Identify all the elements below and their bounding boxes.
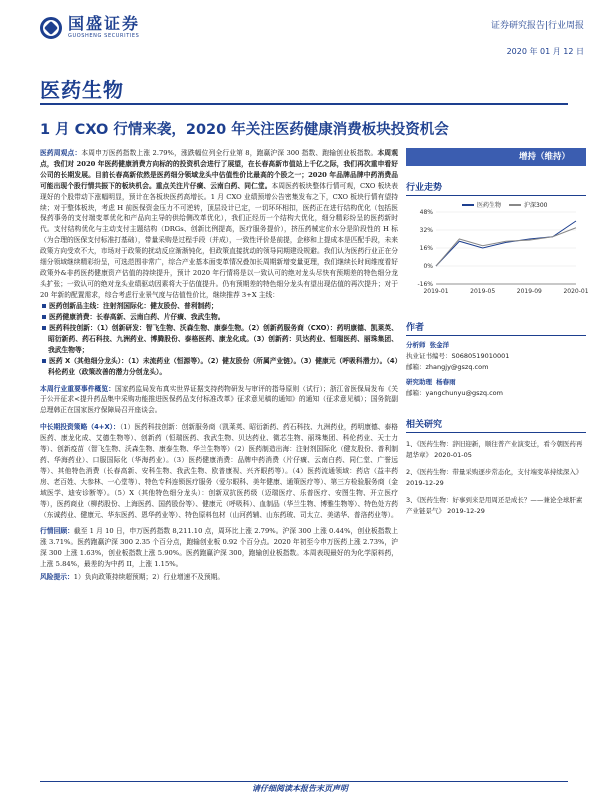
paragraph-events [40,384,398,417]
author-2: 研究助理 杨春雨 [406,378,456,386]
related-report-link[interactable]: 2、《医药生物：带量采购逐步常态化，支付端变革持续深入》 2019-12-29 [406,468,583,487]
paragraph-weekly-view [40,148,398,301]
logo-mark-icon [40,17,62,39]
list-item: 医药 X（其他细分龙头）：（1）未流药业（恒源等）。（2）健友股份（所属产业链）。（3）健康元（呼吸科潜力）。（4）科伦药业（政策改善的潜力分创龙头）。 [40,356,398,378]
weekly-view-detail: 本周医药板块整体行情可观，CXO 板块表现好的个股带动下涨幅明显，预计在各板块医药高增长。1 月 CXO 业绩预增公告密集发布之下，CXO 板块行情有望持续；对于整体板块，考虑 H 前医保资金压力不可逆转，顶层设计已定，一切环环相扣，医药正在进行结构优化（包括医保药事务的支付端变革优化和产品向主导的供给侧改革优化），我们正经历一个结构大优化，细分精彩纷呈的医药新时代。支付结构优化与主动支付主题结构（DRGs、创新比例提高，医疗服务提价），挤压药械定价水分是阶段性的 H 标（为合理的医保支付标准打基础），带量采购是过程手段（并成），一致性评价是前提，企移和上提成本是匹配手段，未来政策方向受欢不大，市场对于政策的扰动反应渐渐钝化，但政策直接扰动的领导同期建设规避。我们认为医药行业正在分细分领域继续精彩纷呈，可选范围非常广，综合产业基本面变革情况叠加长周期新增变量更理，我们继续长时间维度看好政策外&非药医药健康资产估值的持续提升，预计 2020 年行情将是以一致认可的绝对龙头尽快有预期差的特色细分龙头扩张；一致认可的绝对龙头业绩驱动因素将大于估值提升。仍有预期差的特色细分龙头有望出现估值的再次提升；对于 20 年新的配置需求，综合考虑行业景气度与估值性价比，继续推荐 3+X 主线： [40,181,398,299]
trend-heading: 行业走势 [406,180,586,196]
lead-market-review: 行情回顾： [40,527,74,536]
series-line [436,228,576,266]
weekly-view-focus: 本周观点，我们对 2020 年医药健康消费方向标的的投资机会进行了展望，在长春高新市值站上千亿之际，我们再次重申看好公司的长期发展。目前长春高新依然是医药细分领域龙头中估值性价比最高的个股之一；2020 年品牌品牌中药消费品可能出现个股行情共振下的板块机会。重点关注片仔癀、云南白药、同仁堂。 [40,149,398,190]
series-line [436,221,576,266]
lead-weekly-view: 医药周观点： [40,149,82,157]
divider [40,103,568,105]
author-heading: 作者 [406,320,586,336]
trend-chart-svg [406,200,589,300]
y-tick-label: 32% [419,227,433,234]
sidebar [406,148,589,517]
legend-item: 沪深300 [509,200,547,209]
y-tick-label: 0% [423,263,433,270]
y-tick-label: 16% [419,245,433,252]
lead-strategy: 中长期投资策略（4+X）： [40,423,120,432]
logo [40,16,140,39]
list-item: 医药健康消费：长春高新、云南白药、片仔癀、我武生物。 [40,312,398,323]
footer-divider [40,781,568,782]
author-1-email[interactable]: 邮箱：zhangjy@gszq.com [406,363,489,371]
paragraph-market-review [40,526,398,570]
market-review-text: 截至 1 月 10 日，申万医药指数 8,211.10 点，周环比上涨 2.79%。沪深 300 上涨 0.44%，创业板指数上涨 3.71%。医药跑赢沪深 300 2.35 个百分点，跑输创业板 0.92 个百分点。2020 年初至今申万医药上涨 2.73%，沪深 300 上涨 1.63%，创业板指数上涨 5.90%。医药跑赢沪深 300，跑输创业板指数。本周表现最好的为化学原料药，上涨 5.84%，最差的为中药 II，上涨 1.15%。 [40,527,398,569]
related-report-link[interactable]: 3、《医药生物：好事到来是用周还是成长？——兼论全球肝素产业链景气》 2019-12-29 [406,496,583,515]
weekly-view-intro: 本周申万医药指数上涨 2.79%，涨跌幅位列全行业第 8，跑赢沪深 300 指数、跑输创业板指数。 [81,149,378,157]
rating-badge: 增持（维持） [406,148,586,166]
x-tick-label: 2019-01 [423,288,449,295]
list-item: 医药科技创新：（1）创新研发：智飞生物、沃森生物、康泰生物。（2）创新药服务商（CXO）：药明康德、凯莱英、昭衍新药、药石科技、九洲药业、博腾股份、泰格医药、康龙化成。（3）创新药：贝达药业、恒瑞医药、丽珠集团、我武生物等； [40,323,398,356]
sector-title: 医药生物 [40,78,124,102]
y-tick-label: -16% [417,281,433,288]
report-header [0,0,600,56]
bullet-icon [42,315,46,319]
x-tick-label: 2020-01 [563,288,589,295]
related-report-link[interactable]: 1、《医药生物：辞旧迎新，顺往普产业演变迁，看今朝医药再超华章》 2020-01-05 [406,440,583,459]
report-type: 证券研究报告|行业周报 [490,21,584,31]
bullet-icon [42,326,46,330]
report-body [40,148,398,583]
strategy-text: （1）医药科技创新：创新服务商（凯莱英、昭衍新药、药石科技、九洲药业，药明康德、泰格医药、康龙化成、艾德生物等）、创新药（恒瑞医药、我武生物、贝达药业、微芯生物、丽珠集团、科伦药业、天士力等）、创新疫苗（智飞生物、沃森生物、康泰生物、华兰生物等）（2）医药制造出海：注射剂国际化（健友股份、普利制药、华海药业）、口服国际化（华海药业）。（3）医药健康消费：品牌中药消费（片仔癀、云南白药、同仁堂、广誉远等）、其他特色消费（长春高新、安科生物、我武生物、欧普康视、兴齐眼药等）。（4）医药流通领域：药店（益丰药房、老百姓、大参林、一心堂等）、特色专科连锁医疗服务（爱尔眼科、美年健康、通策医疗等）、第三方检验服务商（金域医学、迪安诊断等）。（5）X（其他特色细分龙头）：创新双抗医药级（迈瑞医疗、乐普医疗、安图生物、开立医疗等），医药商业（柳药股份、上海医药、国药股份等）、健康元（呼吸科）、血制品（华兰生物、博雅生物等）、特色处方药（东诚药业、健康元、华东医药、恩华药业等）、特色原料包材（山河药辅、山东药玻、司太立、美诺华、普洛药业等）。 [40,423,398,519]
lead-events: 本周行业重要事件概览： [40,384,116,393]
author-1-cert: 执业证书编号：S0680519010001 [406,352,510,360]
x-tick-label: 2019-09 [516,288,542,295]
bullet-icon [42,359,46,363]
legend-item: 医药生物 [462,200,501,209]
lead-risk: 风险提示： [40,573,74,582]
footer-disclaimer: 请仔细阅读本报告末页声明 [252,784,348,793]
paragraph-risk [40,572,398,583]
risk-text: 1）负向政策持续超预期；2）行业增速不及预期。 [73,573,225,582]
bullet-icon [42,304,46,308]
trend-chart [406,200,589,300]
events-text: 国家药监局发布真实世界证据支持药物研发与审评的指导原则（试行）；浙江省医保局发布《关于公开征求<提升药品集中采购功能推进医保药品支付标准改革》征求意见稿的通知》的通知（征求意见稿）；国务院副总理韩正在国家医疗保障局召开座谈会。 [40,384,398,415]
related-heading: 相关研究 [406,417,586,433]
y-tick-label: 48% [419,209,433,216]
author-1: 分析师 张金洋 [406,341,450,349]
logo-name-en: GUOSHENG SECURITIES [68,33,140,39]
logo-name-cn: 国盛证券 [68,14,141,33]
list-item: 医药创新品主线：注射剂国际化：健友股份、普利制药； [40,301,398,312]
author-2-email[interactable]: 邮箱：yangchunyu@gszq.com [406,389,503,397]
report-title: 1 月 CXO 行情来袭，2020 年关注医药健康消费板块投资机会 [40,122,449,138]
paragraph-strategy [40,422,398,520]
report-date: 2020 年 01 月 12 日 [506,47,584,56]
x-tick-label: 2019-05 [470,288,496,295]
